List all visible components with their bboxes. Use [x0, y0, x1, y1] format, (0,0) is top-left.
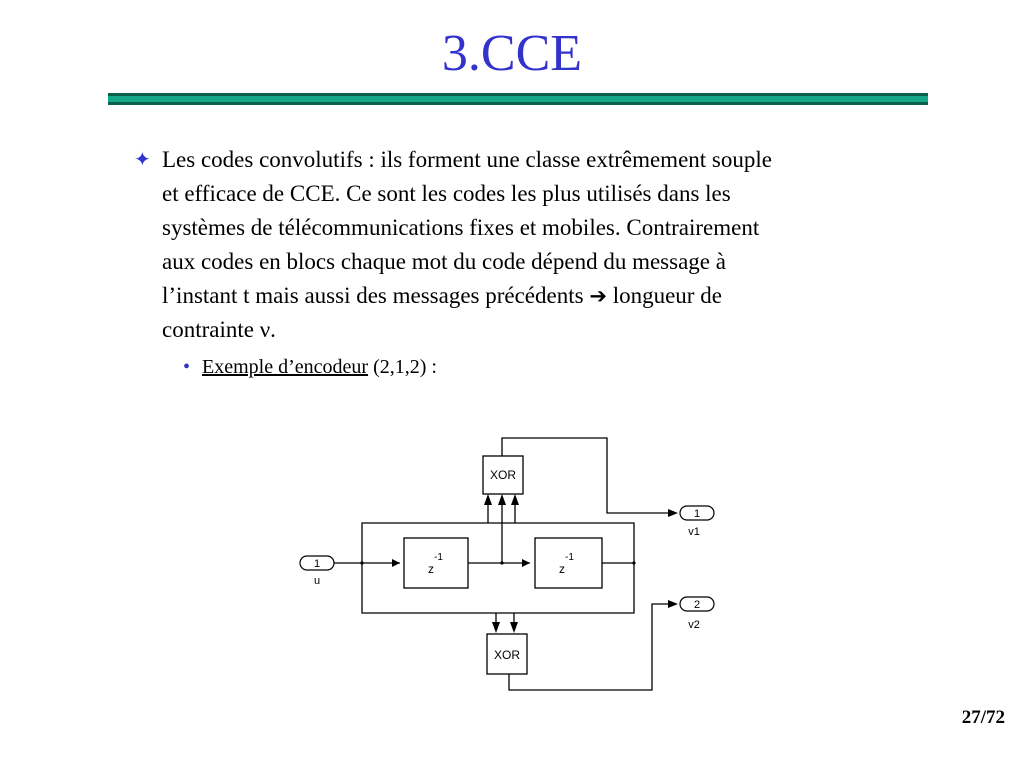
- star-bullet-icon: ✦: [134, 149, 151, 171]
- delay-block-2: [535, 538, 602, 588]
- output-port-1-number: 1: [693, 508, 701, 520]
- output-port-1-name: v1: [688, 526, 700, 538]
- paragraph-line: systèmes de télécommunications fixes et mobiles. Contrairement: [162, 215, 760, 240]
- delay-1-base: z: [428, 562, 434, 576]
- input-port-number: 1: [313, 558, 321, 570]
- delay-block-1: [404, 538, 468, 588]
- delay-2-exponent: -1: [565, 552, 574, 563]
- xor-bottom-label: XOR: [493, 648, 521, 662]
- paragraph-fragment: l’instant t mais aussi des messages précédents: [162, 283, 590, 308]
- paragraph-line: et efficace de CCE. Ce sont les codes les plus utilisés dans les: [162, 181, 731, 206]
- paragraph-fragment: longueur de: [606, 283, 722, 308]
- output-port-2-number: 2: [693, 599, 701, 611]
- delay-1-exponent: -1: [434, 552, 443, 563]
- xor-top-label: XOR: [489, 468, 517, 482]
- paragraph-line: aux codes en blocs chaque mot du code dépend du message à: [162, 249, 726, 274]
- delay-2-base: z: [559, 562, 565, 576]
- sub-bullet-rest: (2,1,2) :: [368, 356, 437, 378]
- paragraph-line: contrainte ν.: [162, 317, 276, 342]
- slide-title: 3.CCE: [441, 25, 583, 82]
- paragraph-line: Les codes convolutifs : ils forment une classe extrêmement souple: [162, 147, 772, 172]
- sub-bullet-dot-icon: •: [183, 356, 191, 378]
- output-port-2-name: v2: [688, 619, 700, 631]
- input-port-name: u: [313, 575, 321, 587]
- right-arrow-icon: ➔: [589, 284, 607, 308]
- encoder-example-link[interactable]: Exemple d’encodeur: [202, 356, 369, 378]
- page-number: 27/72: [961, 707, 1005, 728]
